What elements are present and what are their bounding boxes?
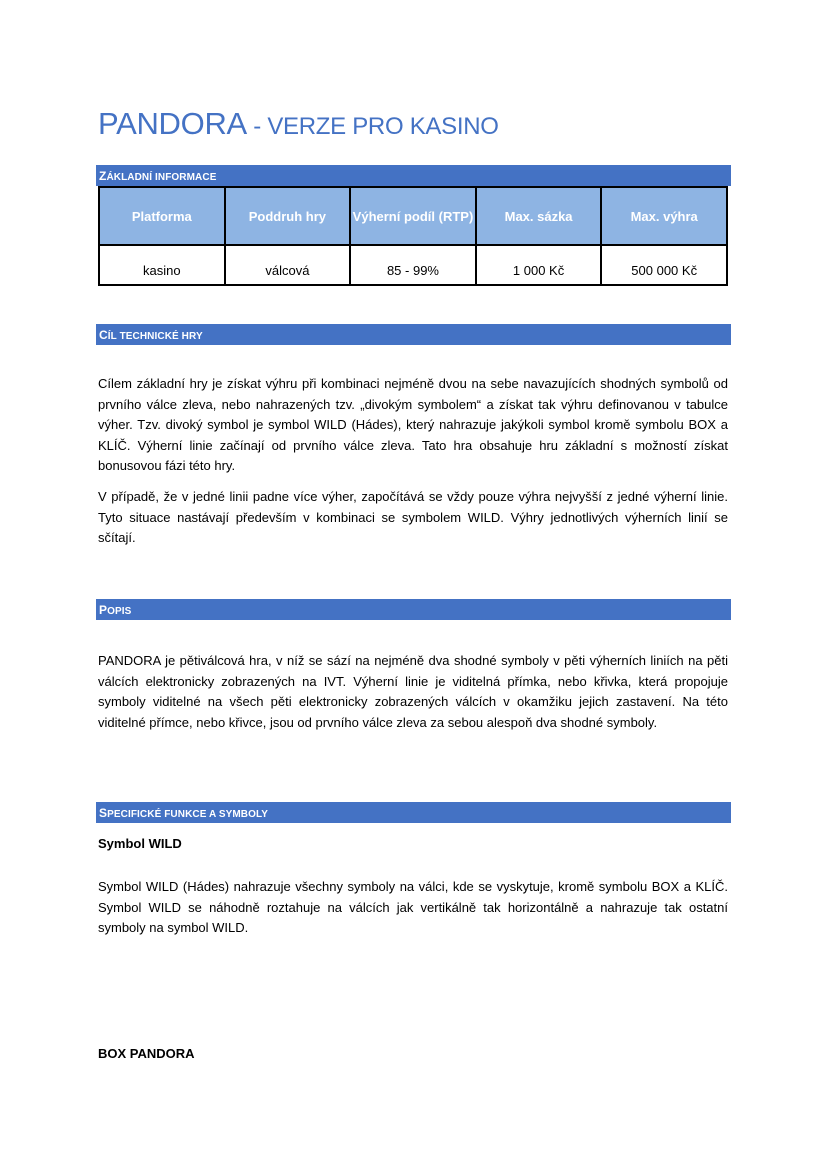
cell-max-win: 500 000 Kč bbox=[601, 245, 727, 285]
heading-initial: P bbox=[99, 603, 108, 617]
heading-rest: PECIFICKÉ FUNKCE A SYMBOLY bbox=[107, 809, 269, 820]
heading-rest: OPIS bbox=[107, 606, 132, 617]
goal-paragraph-2: V případě, že v jedné linii padne více výher, započítává se vždy pouze výhra nejvyšší z jedné výherní linie. Tyto situace nastávají především v kombinaci se symbolem WILD. Výhry jednotlivých výherních linií se sčítají. bbox=[98, 489, 728, 545]
cell-platform: kasino bbox=[99, 245, 225, 285]
heading-rest: ÁKLADNÍ INFORMACE bbox=[106, 172, 217, 183]
table-header-row bbox=[99, 187, 727, 245]
wild-symbol-paragraph: Symbol WILD (Hádes) nahrazuje všechny symboly na válci, kde se vyskytuje, kromě symbolu BOX a KLÍČ. Symbol WILD se náhodně roztahuje na válcích jak vertikálně tak horizontálně a nahrazuje tak ostatní symboly na symbol WILD. bbox=[98, 879, 728, 935]
section-heading-goal bbox=[96, 324, 731, 345]
heading-initial: Z bbox=[99, 169, 107, 183]
description-paragraph: PANDORA je pětiválcová hra, v níž se sází na nejméně dva shodné symboly v pěti výherních liniích na pěti válcích elektronicky zobrazených na IVT. Výherní linie je viditelná přímka, nebo křivka, která propojuje symboly viditelné na všech pěti elektronicky zobrazených válcích v okamžiku jejich zastavení. Na této viditelné přímce, nebo křivce, jsou od prvního válce zleva za sebou alespoň dva shodné symboly. bbox=[98, 653, 728, 730]
section-heading-description bbox=[96, 599, 731, 620]
col-header-subtype: Poddruh hry bbox=[225, 187, 351, 245]
title-separator: - bbox=[246, 113, 268, 140]
basic-info-table bbox=[98, 186, 728, 286]
title-main: PANDORA bbox=[98, 106, 247, 141]
col-header-max-win: Max. výhra bbox=[601, 187, 727, 245]
cell-max-bet: 1 000 Kč bbox=[476, 245, 602, 285]
cell-subtype: válcová bbox=[225, 245, 351, 285]
title-sub: VERZE PRO KASINO bbox=[267, 113, 499, 140]
section-heading-basic-info bbox=[96, 165, 731, 186]
table-row bbox=[99, 245, 727, 285]
goal-paragraph-1: Cílem základní hry je získat výhru při kombinaci nejméně dvou na sebe navazujících shodných symbolů od prvního válce zleva, nebo nahrazených tzv. „divokým symbolem“ a získat tak výhru definovanou v tabulce výher. Tzv. divoký symbol je symbol WILD (Hádes), který nahrazuje jakýkoli symbol kromě symbolu BOX a KLÍČ. Výherní linie začínají od prvního válce zleva. Tato hra obsahuje hru základní s možností získat bonusovou fázi této hry. bbox=[98, 376, 728, 473]
heading-initial: S bbox=[99, 806, 108, 820]
col-header-max-bet: Max. sázka bbox=[476, 187, 602, 245]
col-header-platform: Platforma bbox=[99, 187, 225, 245]
cell-rtp: 85 - 99% bbox=[350, 245, 476, 285]
box-pandora-heading: BOX PANDORA bbox=[98, 1046, 195, 1061]
section-heading-features bbox=[96, 802, 731, 823]
heading-rest: ÍL TECHNICKÉ HRY bbox=[107, 331, 203, 342]
heading-initial: C bbox=[99, 328, 108, 342]
page-title bbox=[98, 104, 499, 147]
wild-symbol-heading: Symbol WILD bbox=[98, 836, 182, 851]
col-header-rtp: Výherní podíl (RTP) bbox=[350, 187, 476, 245]
